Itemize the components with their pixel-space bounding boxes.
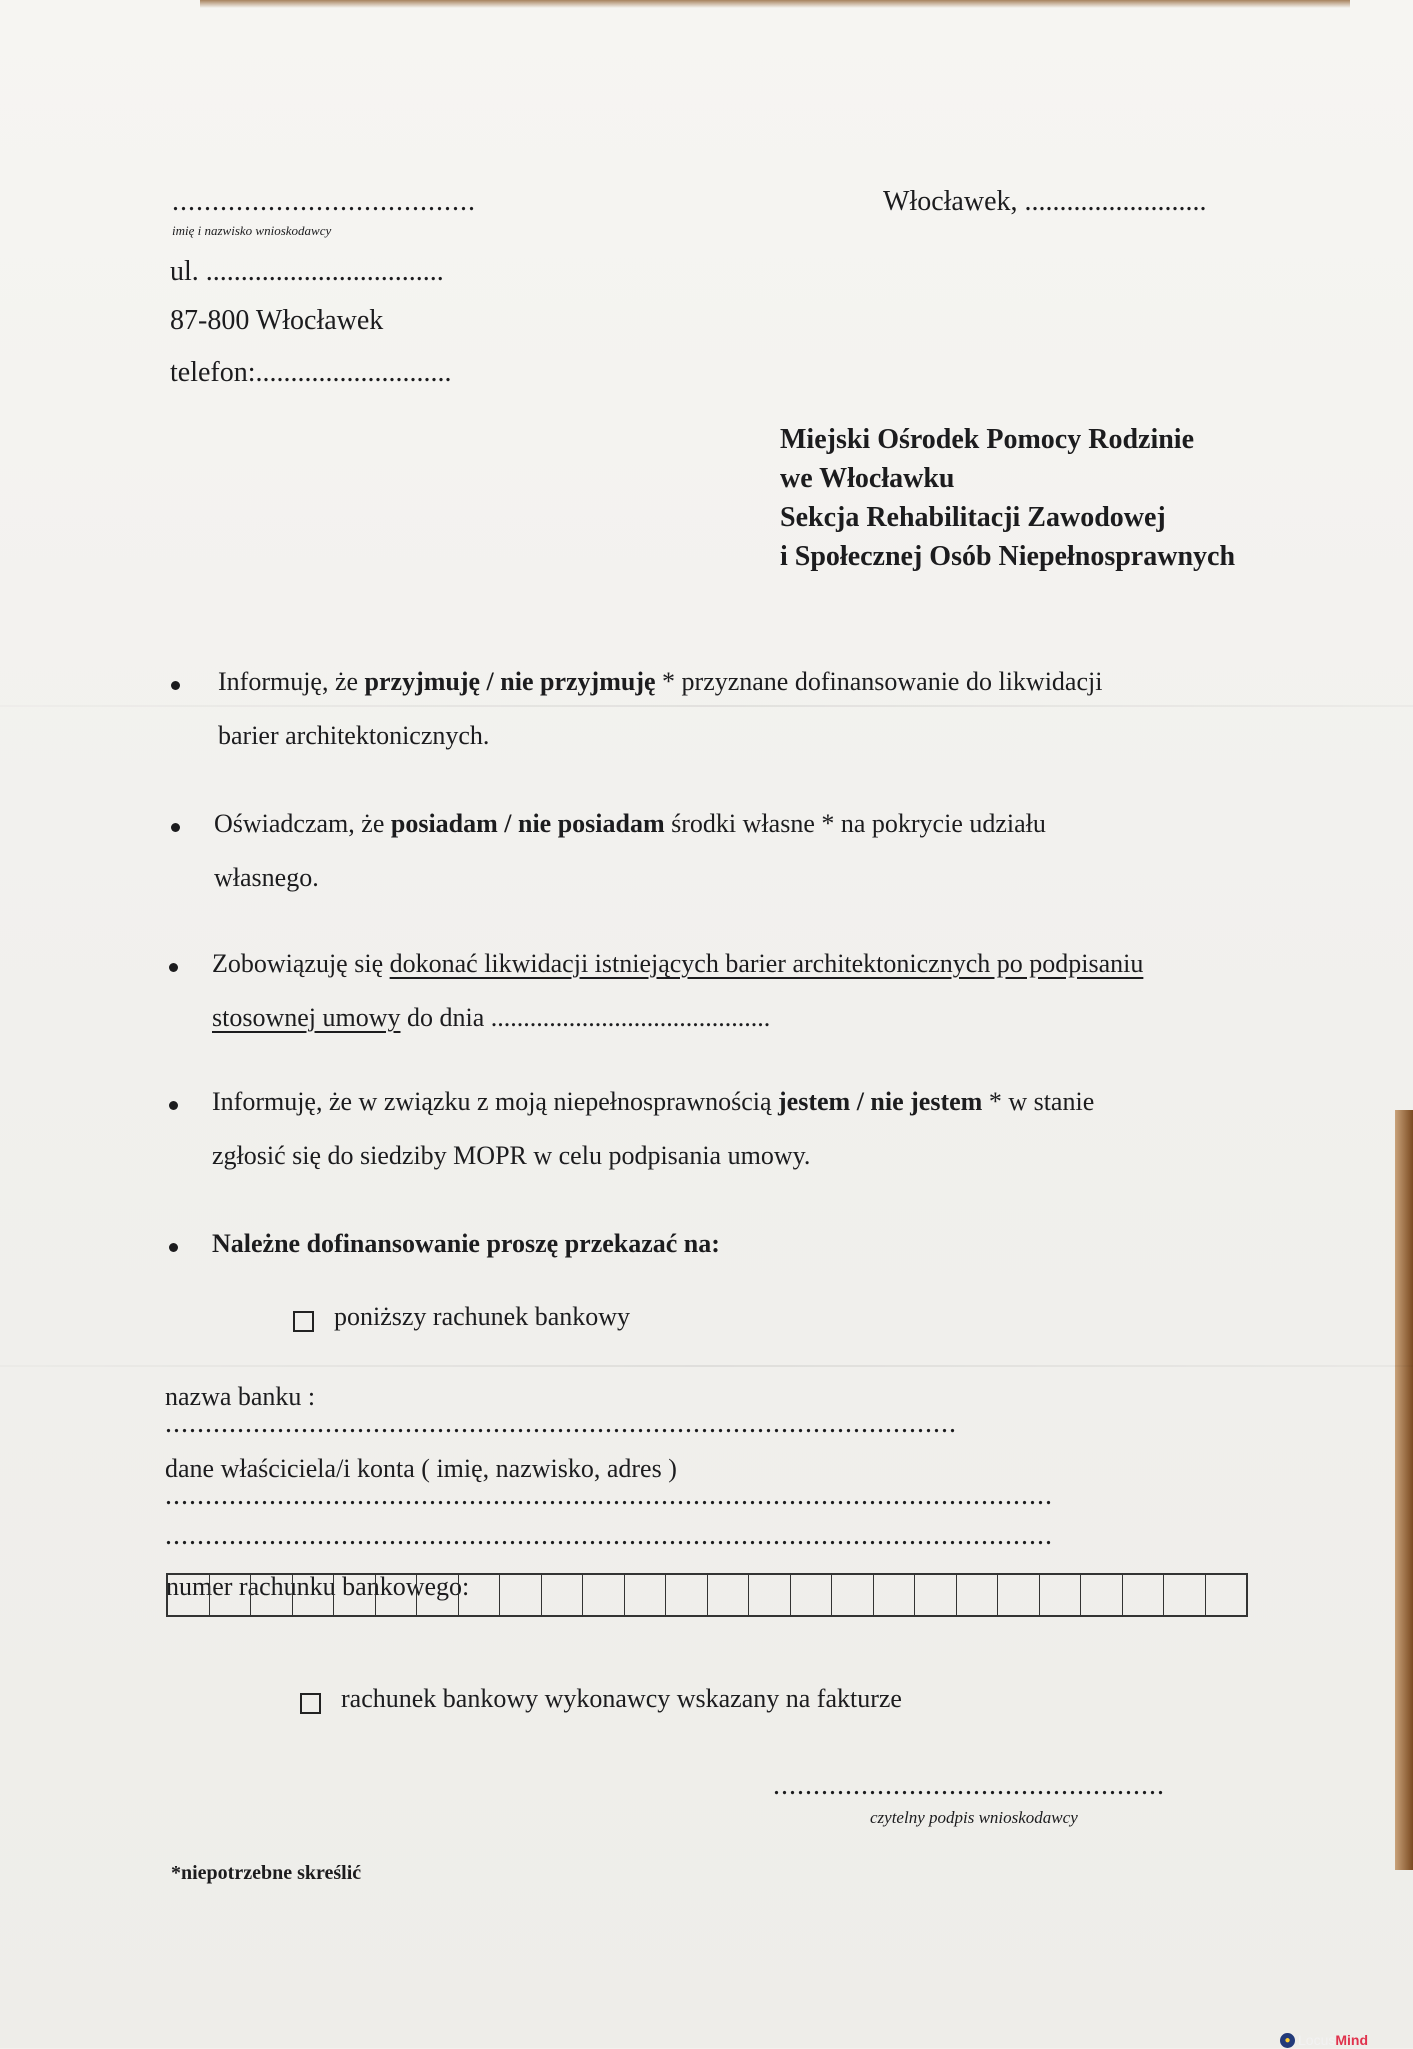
contractor-account-checkbox[interactable] [300,1693,321,1714]
statement-own-funds [214,797,1046,905]
addressee-line: Sekcja Rehabilitacji Zawodowej [780,502,1166,533]
bullet-marker [171,681,180,690]
account-digit-cell[interactable] [1164,1575,1206,1615]
signature-caption: czytelny podpis wnioskodawcy [870,1808,1078,1827]
paper-fold [0,1365,1413,1367]
account-owner-field[interactable]: ............................................................................................................... [165,1520,1053,1551]
contractor-account-option-label: rachunek bankowy wykonawcy wskazany na fakturze [341,1684,902,1713]
account-digit-cell[interactable] [874,1575,916,1615]
applicant-name-field: ...................................... [172,186,476,217]
account-digit-cell[interactable] [583,1575,625,1615]
statement-option: jestem / nie jestem [778,1087,983,1116]
account-digit-cell[interactable] [832,1575,874,1615]
page-right-edge [1395,1110,1413,1870]
account-digit-cell[interactable] [417,1575,459,1615]
applicant-name-caption: imię i nazwisko wnioskodawcy [172,223,332,238]
postal-city: 87-800 Włocławek [170,305,384,336]
statement-underlined: stosownej umowy [212,1003,401,1032]
account-digit-cell[interactable] [1123,1575,1165,1615]
statement-heading: Należne dofinansowanie proszę przekazać na: [212,1229,720,1258]
account-digit-cell[interactable] [293,1575,335,1615]
account-digit-cell[interactable] [708,1575,750,1615]
account-digit-cell[interactable] [1206,1575,1247,1615]
bank-account-option-label: poniższy rachunek bankowy [334,1302,631,1331]
account-digit-cell[interactable] [542,1575,584,1615]
account-digit-cell[interactable] [791,1575,833,1615]
addressee-line: Miejski Ośrodek Pomocy Rodzinie [780,424,1195,455]
account-digit-cell[interactable] [915,1575,957,1615]
bullet-marker [169,963,178,972]
account-digit-cell[interactable] [1081,1575,1123,1615]
bullet-marker [171,823,180,832]
statement-text: Oświadczam, że [214,809,391,838]
statement-transfer [212,1217,720,1271]
bank-account-checkbox[interactable] [293,1311,314,1332]
signature-field[interactable]: ................................................. [773,1770,1165,1801]
page-top-edge [200,0,1350,8]
watermark-brand-part2: Mind [1335,2032,1369,2048]
addressee-block [780,420,1235,576]
statement-text: barier architektonicznych. [218,721,490,750]
bank-name-label: nazwa banku : [165,1382,316,1411]
statement-text: Informuję, że [218,667,365,696]
addressee-line: i Społecznej Osób Niepełnosprawnych [780,541,1236,572]
bank-name-field[interactable]: ................................................................................................... [165,1408,957,1439]
watermark-logo [1280,2031,1368,2049]
account-number-grid[interactable] [166,1573,1248,1617]
account-digit-cell[interactable] [251,1575,293,1615]
bullet-marker [169,1101,178,1110]
account-digit-cell[interactable] [500,1575,542,1615]
city-date-field: Włocławek, .......................... [883,186,1207,217]
addressee-line: we Włocławku [780,463,955,494]
statement-disability [212,1075,1094,1183]
statement-text: własnego. [214,863,319,892]
statement-option: przyjmuję / nie przyjmuję [364,667,656,696]
statement-date-field: do dnia ........................................... [400,1003,771,1032]
account-owner-label: dane właściciela/i konta ( imię, nazwisko, adres ) [165,1454,677,1483]
watermark-icon: ● [1280,2033,1295,2048]
street-field: ul. .................................. [170,256,444,287]
statement-acceptance [218,655,1102,763]
account-number-label: numer rachunku bankowego: [166,1572,470,1601]
statement-text: Informuję, że w związku z moją niepełnosprawnością [212,1087,779,1116]
account-digit-cell[interactable] [1040,1575,1082,1615]
account-digit-cell[interactable] [625,1575,667,1615]
footnote: *niepotrzebne skreślić [171,1862,362,1884]
statement-text: Zobowiązuję się [212,949,390,978]
statement-text: zgłosić się do siedziby MOPR w celu podpisania umowy. [212,1141,811,1170]
account-digit-cell[interactable] [334,1575,376,1615]
account-digit-cell[interactable] [749,1575,791,1615]
statement-text: * w stanie [982,1087,1095,1116]
account-digit-cell[interactable] [376,1575,418,1615]
statement-commitment [212,937,1143,1045]
account-digit-cell[interactable] [459,1575,501,1615]
account-digit-cell[interactable] [957,1575,999,1615]
statement-option: posiadam / nie posiadam [390,809,665,838]
watermark-brand-part1: Locus [1298,2032,1336,2048]
account-digit-cell[interactable] [998,1575,1040,1615]
account-digit-cell[interactable] [210,1575,252,1615]
account-digit-cell[interactable] [666,1575,708,1615]
statement-underlined: dokonać likwidacji istniejących barier architektonicznych po podpisaniu [389,949,1144,978]
statement-text: środki własne * na pokrycie udziału [664,809,1046,838]
account-owner-field[interactable]: ............................................................................................................... [165,1480,1053,1511]
phone-field: telefon:............................ [170,357,452,388]
bullet-marker [169,1243,178,1252]
account-digit-cell[interactable] [168,1575,210,1615]
statement-text: * przyznane dofinansowanie do likwidacji [655,667,1103,696]
